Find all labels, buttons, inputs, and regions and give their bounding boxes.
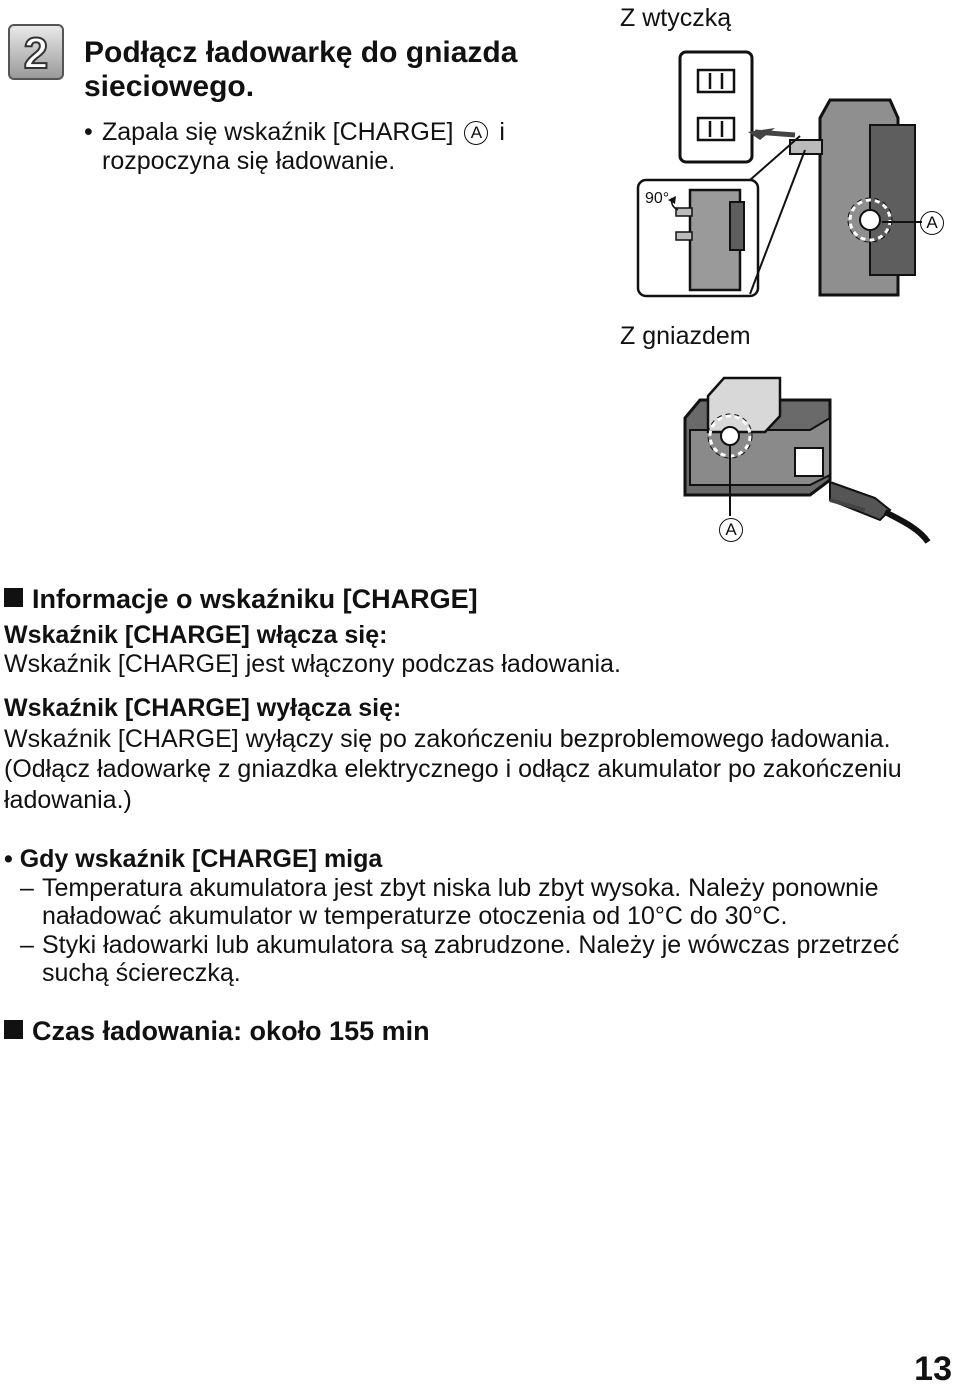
blink-reason-1	[4, 874, 954, 930]
blink-reason-2-text: Styki ładowarki lub akumulatora są zabrudzone. Należy je wówczas przetrzeć suchą ściereczką.	[42, 931, 900, 987]
blink-reason-1-text: Temperatura akumulatora jest zbyt niska lub zbyt wysoka. Należy ponownie naładować akumulator w temperaturze otoczenia od 10°C do 30°C.	[42, 874, 879, 930]
step-number: 2	[23, 29, 49, 78]
marker-a-icon: A	[464, 121, 488, 145]
dash-symbol: –	[20, 931, 34, 959]
dash-symbol: –	[20, 874, 34, 902]
outlet-caption: Z gniazdem	[620, 322, 751, 350]
charge-lamp-icon	[860, 210, 880, 230]
blink-heading-text: Gdy wskaźnik [CHARGE] miga	[19, 845, 383, 873]
blink-bullet-symbol: •	[4, 845, 13, 873]
angle-label: 90°	[645, 190, 670, 207]
charge-info-heading	[4, 584, 478, 615]
wall-socket	[680, 52, 752, 162]
bullet-symbol: •	[84, 118, 93, 146]
square-bullet-icon	[4, 588, 23, 607]
lamp-blink-heading	[4, 845, 382, 874]
plug-caption: Z wtyczką	[620, 4, 732, 32]
marker-a-top-icon: A	[920, 211, 944, 235]
marker-a-bottom-icon: A	[719, 518, 743, 542]
lamp-on-heading: Wskaźnik [CHARGE] włącza się:	[4, 621, 388, 649]
lamp-off-text-2: (Odłącz ładowarkę z gniazdka elektrycznego i odłącz akumulator po zakończeniu	[4, 755, 902, 783]
step-bullet	[84, 118, 544, 176]
plug-charger-illustration	[630, 40, 960, 310]
bullet-text-before: Zapala się wskaźnik [CHARGE]	[102, 118, 454, 146]
lamp-off-text-1: Wskaźnik [CHARGE] wyłączy się po zakończeniu bezproblemowego ładowania.	[4, 725, 891, 753]
step-title: Podłącz ładowarkę do gniazda sieciowego.	[84, 36, 518, 103]
square-bullet-icon	[4, 1020, 23, 1039]
outlet-charger-illustration	[680, 370, 940, 550]
bullet-text-after: i rozpoczyna się ładowanie.	[102, 118, 505, 175]
charge-info-heading-text: Informacje o wskaźniku [CHARGE]	[32, 584, 478, 614]
charge-lamp-bottom-icon	[721, 427, 739, 445]
lamp-off-text-3: ładowania.)	[4, 786, 132, 814]
charge-time-heading	[4, 1016, 430, 1047]
lamp-on-text: Wskaźnik [CHARGE] jest włączony podczas ładowania.	[4, 650, 621, 678]
blink-reason-2	[4, 931, 954, 987]
step-number-badge	[8, 24, 64, 80]
charge-time-heading-text: Czas ładowania: około 155 min	[32, 1016, 430, 1046]
page-number: 13	[914, 1350, 952, 1388]
ac-inlet	[795, 448, 823, 476]
lamp-off-heading: Wskaźnik [CHARGE] wyłącza się:	[4, 694, 402, 722]
